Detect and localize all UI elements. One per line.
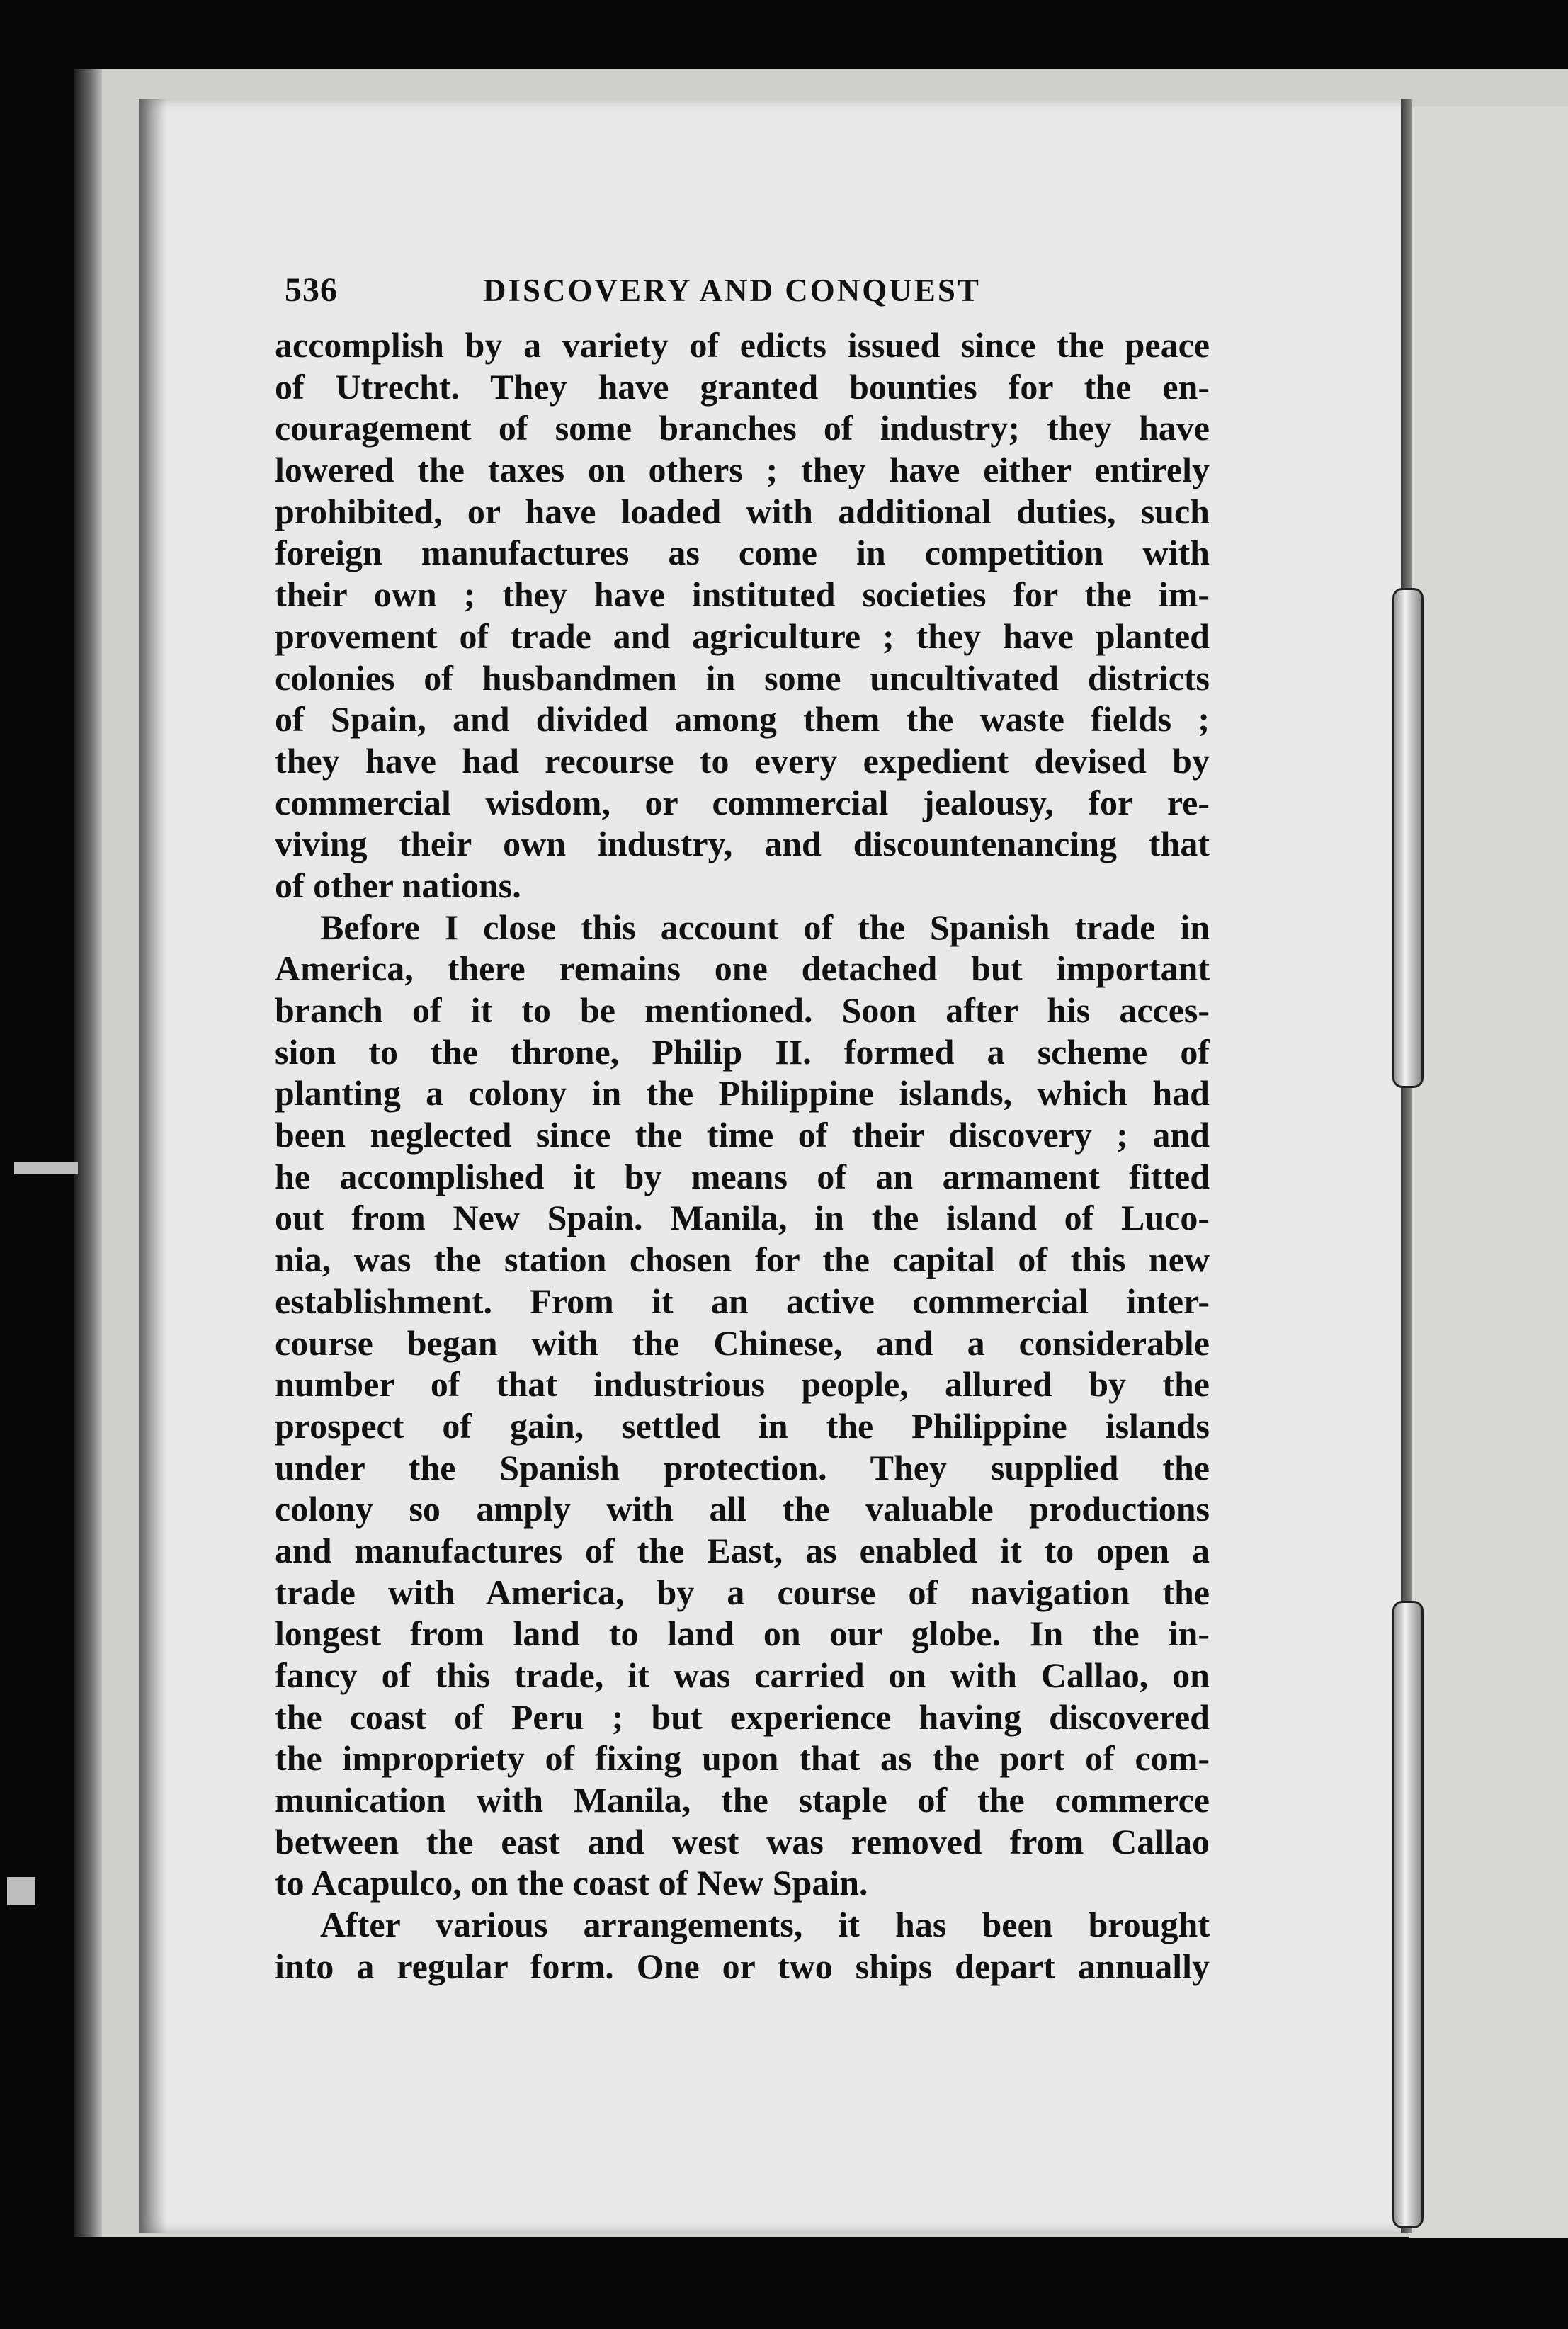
binding-tab-upper bbox=[1392, 588, 1424, 1088]
text-line: of Utrecht. They have granted bounties for the en- bbox=[275, 366, 1210, 407]
text-line: munication with Manila, the staple of the commerce bbox=[275, 1780, 1210, 1820]
text-line: between the east and west was removed from Callao bbox=[275, 1821, 1210, 1862]
text-line: they have had recourse to every expedient devised by bbox=[275, 740, 1210, 781]
margin-speck bbox=[14, 1162, 78, 1174]
text-line: colonies of husbandmen in some uncultivated districts bbox=[275, 657, 1210, 698]
text-line: colony so amply with all the valuable productions bbox=[275, 1489, 1210, 1529]
text-line: and manufactures of the East, as enabled it to open a bbox=[275, 1530, 1210, 1570]
text-line: foreign manufactures as come in competition with bbox=[275, 533, 1210, 573]
binding-tab-lower bbox=[1392, 1601, 1424, 2228]
body-text bbox=[275, 324, 1210, 1988]
text-line: accomplish by a variety of edicts issued since the peace bbox=[275, 325, 1210, 365]
text-line: prohibited, or have loaded with additional duties, such bbox=[275, 491, 1210, 531]
text-line: Before I close this account of the Spanish trade in bbox=[320, 907, 1210, 947]
text-line: been neglected since the time of their discovery ; and bbox=[275, 1115, 1210, 1155]
text-line: couragement of some branches of industry; they have bbox=[275, 408, 1210, 448]
text-line: course began with the Chinese, and a considerable bbox=[275, 1322, 1210, 1363]
text-line: to Acapulco, on the coast of New Spain. bbox=[275, 1863, 868, 1903]
text-line: establishment. From it an active commercial inter- bbox=[275, 1281, 1210, 1321]
text-line: lowered the taxes on others ; they have either entirely bbox=[275, 450, 1210, 490]
text-line: out from New Spain. Manila, in the island of Luco- bbox=[275, 1198, 1210, 1238]
text-line: viving their own industry, and discountenancing that bbox=[275, 824, 1210, 864]
text-line: America, there remains one detached but important bbox=[275, 948, 1210, 989]
margin-speck bbox=[7, 1877, 35, 1905]
text-line: trade with America, by a course of navigation the bbox=[275, 1572, 1210, 1612]
text-line: into a regular form. One or two ships depart annually bbox=[275, 1946, 1210, 1986]
text-line: under the Spanish protection. They supplied the bbox=[275, 1447, 1210, 1488]
text-line: commercial wisdom, or commercial jealousy, for re- bbox=[275, 782, 1210, 822]
text-line: of Spain, and divided among them the waste fields ; bbox=[275, 699, 1210, 740]
text-line: the coast of Peru ; but experience having discovered bbox=[275, 1696, 1210, 1737]
text-line: number of that industrious people, allured by the bbox=[275, 1364, 1210, 1405]
running-title: DISCOVERY AND CONQUEST bbox=[483, 273, 981, 308]
page-number: 536 bbox=[285, 271, 338, 309]
text-line: After various arrangements, it has been brought bbox=[320, 1905, 1210, 1945]
text-line: he accomplished it by means of an armament fitted bbox=[275, 1156, 1210, 1196]
text-line: provement of trade and agriculture ; they have planted bbox=[275, 616, 1210, 656]
text-line: longest from land to land on our globe. In the in- bbox=[275, 1614, 1210, 1654]
running-head bbox=[278, 271, 1227, 320]
text-line: branch of it to be mentioned. Soon after his acces- bbox=[275, 990, 1210, 1030]
text-line: their own ; they have instituted societies for the im- bbox=[275, 574, 1210, 615]
text-line: sion to the throne, Philip II. formed a scheme of bbox=[275, 1031, 1210, 1072]
text-line: fancy of this trade, it was carried on with Callao, on bbox=[275, 1655, 1210, 1695]
text-line: nia, was the station chosen for the capital of this new bbox=[275, 1240, 1210, 1280]
text-line: prospect of gain, settled in the Philippine islands bbox=[275, 1405, 1210, 1446]
text-line: the impropriety of fixing upon that as the port of com- bbox=[275, 1738, 1210, 1779]
binding-edge bbox=[74, 69, 102, 2237]
text-line: planting a colony in the Philippine islands, which had bbox=[275, 1073, 1210, 1114]
page-shadow bbox=[139, 99, 167, 2233]
text-line: of other nations. bbox=[275, 865, 521, 905]
adjacent-page-edge bbox=[1409, 106, 1568, 2238]
